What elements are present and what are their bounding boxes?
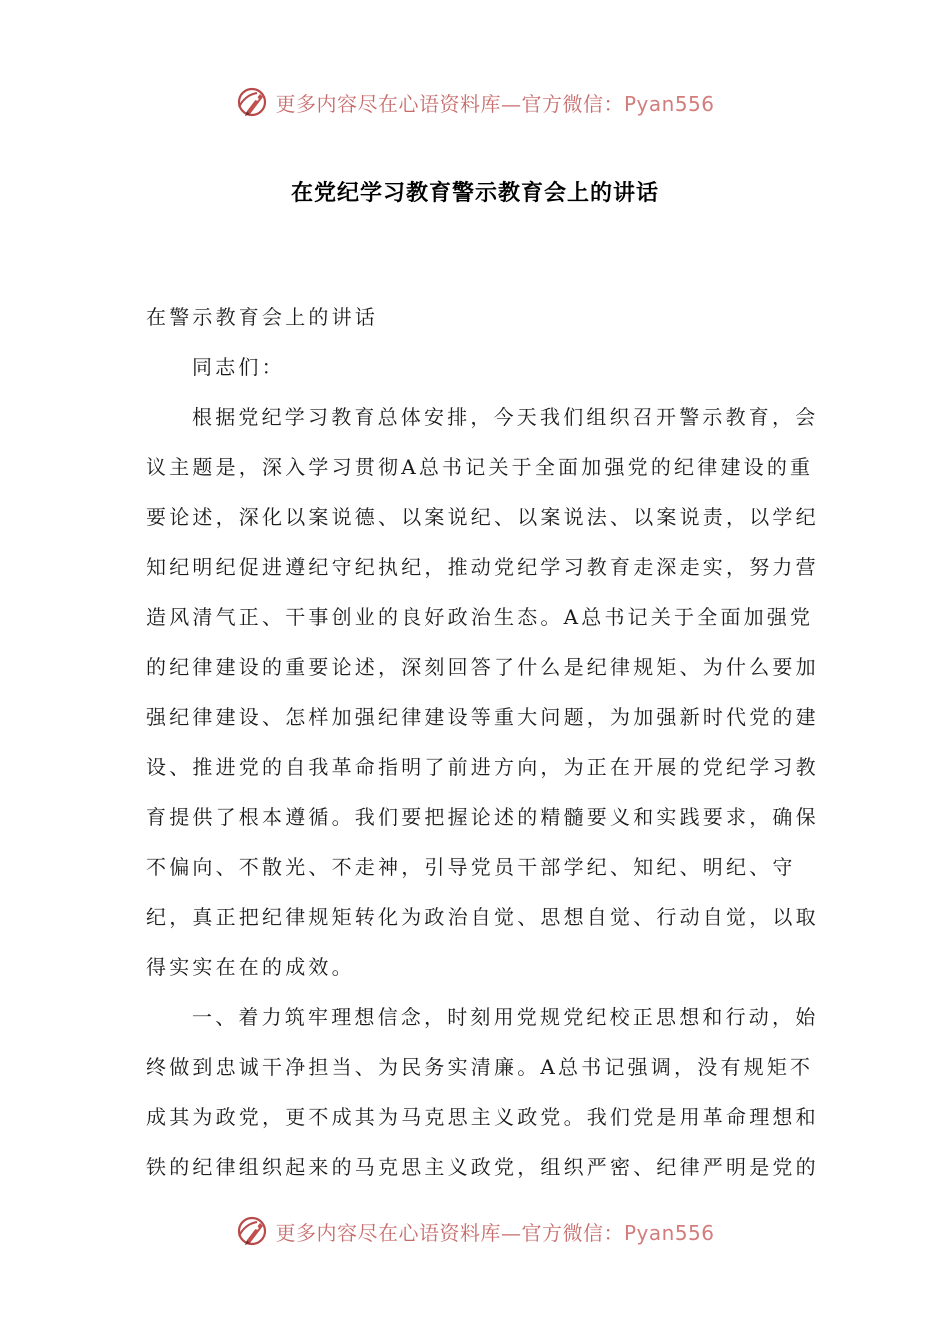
pen-circle-logo-icon [235, 1214, 269, 1248]
header-banner-text [275, 88, 714, 117]
document-subtitle: 在警示教育会上的讲话 [146, 305, 378, 329]
header-banner-label: 更多内容尽在心语资料库—官方微信： [275, 91, 624, 116]
footer-wechat-id: Pyan556 [623, 1220, 715, 1245]
document-body [146, 292, 826, 1192]
header-banner [0, 80, 950, 124]
footer-banner-label: 更多内容尽在心语资料库—官方微信： [275, 1220, 624, 1245]
pen-circle-logo-icon [235, 85, 269, 119]
paragraph: 一、着力筑牢理想信念，时刻用党规党纪校正思想和行动，始终做到忠诚干净担当、为民务实清廉。A总书记强调，没有规矩不成其为政党，更不成其为马克思主义政党。我们党是用革命理想和铁的纪律组织起来的马克思主义政党，组织严密、纪律严明是党的 [146, 1005, 819, 1179]
salutation: 同志们： [192, 355, 285, 379]
paragraph: 根据党纪学习教育总体安排，今天我们组织召开警示教育，会议主题是，深入学习贯彻A总书记关于全面加强党的纪律建设的重要论述，深化以案说德、以案说纪、以案说法、以案说责，以学纪知纪明纪促进遵纪守纪执纪，推动党纪学习教育走深走实，努力营造风清气正、干事创业的良好政治生态。A总书记关于全面加强党的纪律建设的重要论述，深刻回答了什么是纪律规矩、为什么要加强纪律建设、怎样加强纪律建设等重大问题，为加强新时代党的建设、推进党的自我革命指明了前进方向，为正在开展的党纪学习教育提供了根本遵循。我们要把握论述的精髓要义和实践要求，确保不偏向、不散光、不走神，引导党员干部学纪、知纪、明纪、守纪，真正把纪律规矩转化为政治自觉、思想自觉、行动自觉，以取得实实在在的成效。 [146, 405, 819, 979]
footer-banner [0, 1209, 950, 1253]
footer-banner-text [275, 1217, 714, 1246]
document-title: 在党纪学习教育警示教育会上的讲话 [290, 181, 659, 206]
header-wechat-id: Pyan556 [623, 91, 715, 116]
